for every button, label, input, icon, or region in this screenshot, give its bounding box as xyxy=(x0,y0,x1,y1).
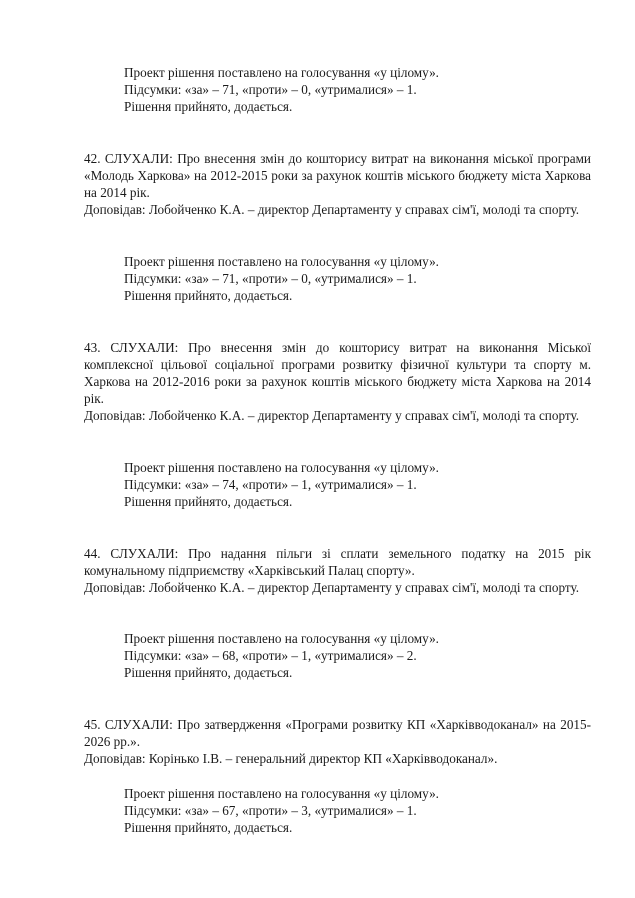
vote-decision: Рішення прийнято, додається. xyxy=(124,820,293,835)
vote-results: Підсумки: «за» – 68, «проти» – 1, «утрималися» – 2. xyxy=(124,648,417,663)
vote-announcement: Проект рішення поставлено на голосування «у цілому». xyxy=(124,786,439,801)
speaker-text: Доповідав: Лобойченко К.А. – директор Департаменту у справах сім'ї, молоді та спорту. xyxy=(84,202,580,217)
vote-decision: Рішення прийнято, додається. xyxy=(124,665,293,680)
heard-text: 42. СЛУХАЛИ: Про внесення змін до кошторису витрат на виконання міської програми «Молодь Харкова» на 2012-2015 роки за рахунок коштів міського бюджету міста Харкова на 2014 рік. xyxy=(84,151,591,200)
heard-text: 44. СЛУХАЛИ: Про надання пільги зі сплати земельного податку на 2015 рік комунальному підприємству «Харківський Палац спорту». xyxy=(84,546,591,578)
vote-decision: Рішення прийнято, додається. xyxy=(124,288,293,303)
vote-block-43 xyxy=(124,459,594,510)
vote-results: Підсумки: «за» – 67, «проти» – 3, «утрималися» – 1. xyxy=(124,803,417,818)
vote-block-45 xyxy=(124,785,594,836)
heard-text: 43. СЛУХАЛИ: Про внесення змін до кошторису витрат на виконання Міської комплексної цільової соціальної програми розвитку фізичної культури та спорту м. Харкова на 2012-2016 роки за рахунок коштів міського бюджету міста Харкова на 2014 рік. xyxy=(84,340,591,406)
vote-results: Підсумки: «за» – 71, «проти» – 0, «утрималися» – 1. xyxy=(124,82,417,97)
speaker-text: Доповідав: Корінько І.В. – генеральний директор КП «Харківводоканал». xyxy=(84,751,498,766)
vote-block-42 xyxy=(124,253,594,304)
heard-text: 45. СЛУХАЛИ: Про затвердження «Програми розвитку КП «Харківводоканал» на 2015-2026 рр.». xyxy=(84,717,591,749)
vote-announcement: Проект рішення поставлено на голосування «у цілому». xyxy=(124,631,439,646)
vote-results: Підсумки: «за» – 71, «проти» – 0, «утрималися» – 1. xyxy=(124,271,417,286)
vote-results: Підсумки: «за» – 74, «проти» – 1, «утрималися» – 1. xyxy=(124,477,417,492)
vote-block-44 xyxy=(124,630,594,681)
vote-block-intro xyxy=(124,64,594,115)
agenda-item-43 xyxy=(84,339,591,424)
speaker-text: Доповідав: Лобойченко К.А. – директор Департаменту у справах сім'ї, молоді та спорту. xyxy=(84,408,580,423)
agenda-item-42 xyxy=(84,150,591,218)
vote-announcement: Проект рішення поставлено на голосування «у цілому». xyxy=(124,254,439,269)
vote-announcement: Проект рішення поставлено на голосування «у цілому». xyxy=(124,65,439,80)
agenda-item-45 xyxy=(84,716,591,767)
vote-decision: Рішення прийнято, додається. xyxy=(124,494,293,509)
vote-decision: Рішення прийнято, додається. xyxy=(124,99,293,114)
agenda-item-44 xyxy=(84,545,591,596)
vote-announcement: Проект рішення поставлено на голосування «у цілому». xyxy=(124,460,439,475)
speaker-text: Доповідав: Лобойченко К.А. – директор Департаменту у справах сім'ї, молоді та спорту. xyxy=(84,580,580,595)
